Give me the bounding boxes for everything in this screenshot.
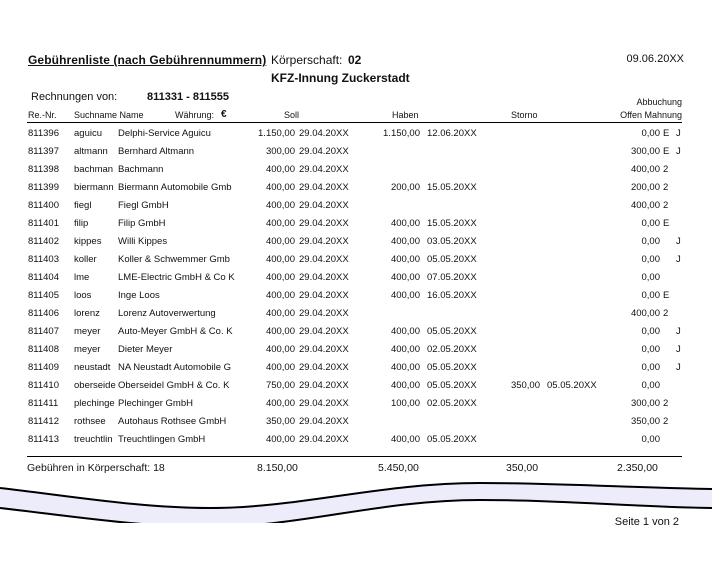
cell-soll: 400,00 xyxy=(265,362,295,373)
cell-re-nr: 811402 xyxy=(28,236,59,247)
cell-soll-date: 29.04.20XX xyxy=(299,326,349,337)
table-row xyxy=(0,434,712,452)
cell-soll: 750,00 xyxy=(265,380,295,391)
cell-suchname: loos xyxy=(74,290,92,301)
cell-re-nr: 811413 xyxy=(28,434,59,445)
cell-haben-date: 05.05.20XX xyxy=(427,380,477,391)
cell-haben: 400,00 xyxy=(390,236,420,247)
cell-name: Lorenz Autoverwertung xyxy=(118,308,216,319)
col-header-soll: Soll xyxy=(284,110,300,120)
table-row xyxy=(0,128,712,146)
cell-haben: 400,00 xyxy=(390,272,420,283)
cell-mahnung: 2 xyxy=(663,398,669,409)
cell-name: LME-Electric GmbH & Co K xyxy=(118,272,235,283)
cell-name: Treuchtlingen GmbH xyxy=(118,434,206,445)
cell-soll-date: 29.04.20XX xyxy=(299,182,349,193)
col-header-haben: Haben xyxy=(392,110,419,120)
table-row xyxy=(0,398,712,416)
cell-offen: 0,00 xyxy=(641,254,660,265)
cell-soll-date: 29.04.20XX xyxy=(299,146,349,157)
cell-offen: 300,00 xyxy=(630,398,660,409)
cell-name: NA Neustadt Automobile G xyxy=(118,362,232,373)
cell-haben: 200,00 xyxy=(390,182,420,193)
cell-re-nr: 811405 xyxy=(28,290,59,301)
cell-suchname: kippes xyxy=(74,236,102,247)
cell-re-nr: 811407 xyxy=(28,326,59,337)
cell-name: Delphi-Service Aguicu xyxy=(118,128,211,139)
col-header-waehrung: Währung: xyxy=(175,110,215,120)
table-row xyxy=(0,290,712,308)
cell-offen: 0,00 xyxy=(641,218,660,229)
footer-divider xyxy=(27,456,682,457)
cell-offen: 0,00 xyxy=(641,380,660,391)
cell-haben: 400,00 xyxy=(390,380,420,391)
cell-name: Koller & Schwemmer Gmb xyxy=(118,254,230,265)
cell-offen: 400,00 xyxy=(630,164,660,175)
cell-offen: 0,00 xyxy=(641,344,660,355)
cell-soll: 400,00 xyxy=(265,434,295,445)
report-date: 09.06.20XX xyxy=(626,53,684,65)
table-row xyxy=(0,380,712,398)
cell-abbuchung: J xyxy=(676,326,681,337)
cell-re-nr: 811406 xyxy=(28,308,59,319)
cell-soll: 400,00 xyxy=(265,200,295,211)
cell-haben-date: 05.05.20XX xyxy=(427,434,477,445)
cell-re-nr: 811399 xyxy=(28,182,59,193)
cell-soll-date: 29.04.20XX xyxy=(299,380,349,391)
cell-offen: 0,00 xyxy=(641,326,660,337)
cell-name: Fiegl GmbH xyxy=(118,200,169,211)
cell-re-nr: 811409 xyxy=(28,362,59,373)
cell-haben: 400,00 xyxy=(390,326,420,337)
cell-re-nr: 811400 xyxy=(28,200,59,211)
cell-offen: 0,00 xyxy=(641,236,660,247)
cell-soll: 400,00 xyxy=(265,254,295,265)
cell-soll-date: 29.04.20XX xyxy=(299,200,349,211)
table-row xyxy=(0,272,712,290)
cell-soll-date: 29.04.20XX xyxy=(299,254,349,265)
cell-haben: 1.150,00 xyxy=(383,128,420,139)
cell-suchname: rothsee xyxy=(74,416,106,427)
cell-abbuchung: J xyxy=(676,344,681,355)
cell-haben-date: 05.05.20XX xyxy=(427,254,477,265)
cell-abbuchung: J xyxy=(676,236,681,247)
table-row xyxy=(0,218,712,236)
cell-soll: 400,00 xyxy=(265,218,295,229)
cell-mahnung: E xyxy=(663,128,670,139)
cell-name: Oberseidel GmbH & Co. K xyxy=(118,380,230,391)
cell-haben-date: 02.05.20XX xyxy=(427,398,477,409)
cell-haben: 400,00 xyxy=(390,344,420,355)
cell-soll-date: 29.04.20XX xyxy=(299,128,349,139)
cell-abbuchung: J xyxy=(676,146,681,157)
cell-suchname: aguicu xyxy=(74,128,102,139)
footer-label: Gebühren in Körperschaft: 18 xyxy=(27,462,165,474)
table-row xyxy=(0,146,712,164)
cell-suchname: treuchtlin xyxy=(74,434,113,445)
cell-haben-date: 05.05.20XX xyxy=(427,362,477,373)
cell-soll: 400,00 xyxy=(265,326,295,337)
cell-re-nr: 811408 xyxy=(28,344,59,355)
cell-mahnung: E xyxy=(663,290,670,301)
table-row xyxy=(0,344,712,362)
cell-suchname: filip xyxy=(74,218,89,229)
footer-offen-total: 2.350,00 xyxy=(617,462,658,474)
page-break-wave xyxy=(0,478,712,523)
table-row xyxy=(0,362,712,380)
cell-offen: 350,00 xyxy=(630,416,660,427)
cell-abbuchung: J xyxy=(676,254,681,265)
cell-soll: 400,00 xyxy=(265,164,295,175)
cell-re-nr: 811410 xyxy=(28,380,59,391)
cell-haben-date: 15.05.20XX xyxy=(427,182,477,193)
cell-offen: 200,00 xyxy=(630,182,660,193)
cell-suchname: meyer xyxy=(74,344,101,355)
cell-haben-date: 02.05.20XX xyxy=(427,344,477,355)
cell-soll: 400,00 xyxy=(265,398,295,409)
cell-suchname: bachman xyxy=(74,164,114,175)
cell-offen: 0,00 xyxy=(641,434,660,445)
cell-soll-date: 29.04.20XX xyxy=(299,398,349,409)
cell-abbuchung: J xyxy=(676,128,681,139)
cell-suchname: koller xyxy=(74,254,97,265)
cell-suchname: lme xyxy=(74,272,90,283)
cell-soll-date: 29.04.20XX xyxy=(299,290,349,301)
cell-name: Bernhard Altmann xyxy=(118,146,195,157)
cell-mahnung: 2 xyxy=(663,200,669,211)
cell-abbuchung: J xyxy=(676,362,681,373)
cell-mahnung: 2 xyxy=(663,416,669,427)
cell-name: Dieter Meyer xyxy=(118,344,173,355)
cell-offen: 400,00 xyxy=(630,308,660,319)
cell-mahnung: E xyxy=(663,218,670,229)
cell-mahnung: E xyxy=(663,146,670,157)
cell-soll: 400,00 xyxy=(265,308,295,319)
cell-name: Willi Kippes xyxy=(118,236,168,247)
col-header-re-nr: Re.-Nr. xyxy=(28,110,57,120)
cell-haben-date: 15.05.20XX xyxy=(427,218,477,229)
table-row xyxy=(0,326,712,344)
cell-name: Auto-Meyer GmbH & Co. K xyxy=(118,326,233,337)
header-divider xyxy=(27,122,682,123)
table-row xyxy=(0,308,712,326)
rechnungen-range: 811331 - 811555 xyxy=(147,91,229,103)
cell-haben: 100,00 xyxy=(390,398,420,409)
currency-symbol: € xyxy=(221,109,227,120)
col-header-suchname-name: Suchname Name xyxy=(74,110,144,120)
cell-haben-date: 03.05.20XX xyxy=(427,236,477,247)
cell-suchname: neustadt xyxy=(74,362,111,373)
koerperschaft-number: 02 xyxy=(348,53,362,67)
table-row xyxy=(0,416,712,434)
cell-offen: 300,00 xyxy=(630,146,660,157)
col-header-offen-mahnung: Offen Mahnung xyxy=(620,110,682,120)
cell-re-nr: 811403 xyxy=(28,254,59,265)
cell-haben: 400,00 xyxy=(390,434,420,445)
cell-re-nr: 811404 xyxy=(28,272,59,283)
cell-suchname: plechinge xyxy=(74,398,115,409)
rechnungen-label: Rechnungen von: xyxy=(31,91,118,103)
cell-soll-date: 29.04.20XX xyxy=(299,344,349,355)
cell-suchname: biermann xyxy=(74,182,114,193)
cell-haben-date: 05.05.20XX xyxy=(427,326,477,337)
table-row xyxy=(0,236,712,254)
table-row xyxy=(0,254,712,272)
col-header-storno: Storno xyxy=(511,110,538,120)
cell-haben: 400,00 xyxy=(390,290,420,301)
cell-name: Filip GmbH xyxy=(118,218,166,229)
cell-soll: 300,00 xyxy=(265,146,295,157)
cell-name: Autohaus Rothsee GmbH xyxy=(118,416,227,427)
cell-re-nr: 811411 xyxy=(28,398,59,409)
footer-haben-total: 5.450,00 xyxy=(378,462,419,474)
cell-mahnung: 2 xyxy=(663,182,669,193)
cell-soll: 1.150,00 xyxy=(258,128,295,139)
cell-offen: 400,00 xyxy=(630,200,660,211)
cell-haben: 400,00 xyxy=(390,218,420,229)
cell-suchname: meyer xyxy=(74,326,101,337)
cell-offen: 0,00 xyxy=(641,290,660,301)
page-indicator: Seite 1 von 2 xyxy=(614,516,679,528)
cell-haben-date: 16.05.20XX xyxy=(427,290,477,301)
cell-soll: 400,00 xyxy=(265,344,295,355)
cell-suchname: fiegl xyxy=(74,200,92,211)
koerperschaft-label: Körperschaft: xyxy=(271,53,343,67)
cell-storno-date: 05.05.20XX xyxy=(547,380,597,391)
cell-haben: 400,00 xyxy=(390,362,420,373)
cell-mahnung: 2 xyxy=(663,308,669,319)
cell-soll: 400,00 xyxy=(265,236,295,247)
cell-offen: 0,00 xyxy=(641,272,660,283)
cell-haben-date: 12.06.20XX xyxy=(427,128,477,139)
cell-suchname: altmann xyxy=(74,146,108,157)
cell-haben-date: 07.05.20XX xyxy=(427,272,477,283)
cell-offen: 0,00 xyxy=(641,128,660,139)
cell-soll: 350,00 xyxy=(265,416,295,427)
cell-soll-date: 29.04.20XX xyxy=(299,434,349,445)
cell-soll-date: 29.04.20XX xyxy=(299,416,349,427)
cell-re-nr: 811401 xyxy=(28,218,59,229)
table-row xyxy=(0,164,712,182)
cell-storno: 350,00 xyxy=(510,380,540,391)
cell-soll: 400,00 xyxy=(265,290,295,301)
cell-soll-date: 29.04.20XX xyxy=(299,236,349,247)
col-header-abbuchung: Abbuchung xyxy=(636,97,682,107)
cell-re-nr: 811397 xyxy=(28,146,59,157)
organization-name: KFZ-Innung Zuckerstadt xyxy=(271,71,410,85)
cell-soll-date: 29.04.20XX xyxy=(299,308,349,319)
cell-suchname: lorenz xyxy=(74,308,100,319)
cell-re-nr: 811412 xyxy=(28,416,59,427)
cell-re-nr: 811396 xyxy=(28,128,59,139)
footer-soll-total: 8.150,00 xyxy=(257,462,298,474)
table-row xyxy=(0,200,712,218)
cell-soll-date: 29.04.20XX xyxy=(299,218,349,229)
table-row xyxy=(0,182,712,200)
cell-soll-date: 29.04.20XX xyxy=(299,164,349,175)
cell-soll: 400,00 xyxy=(265,272,295,283)
report-title: Gebührenliste (nach Gebührennummern) xyxy=(28,53,267,67)
cell-re-nr: 811398 xyxy=(28,164,59,175)
cell-haben: 400,00 xyxy=(390,254,420,265)
cell-name: Bachmann xyxy=(118,164,164,175)
cell-soll-date: 29.04.20XX xyxy=(299,272,349,283)
cell-offen: 0,00 xyxy=(641,362,660,373)
cell-name: Inge Loos xyxy=(118,290,160,301)
cell-name: Biermann Automobile Gmb xyxy=(118,182,232,193)
cell-soll-date: 29.04.20XX xyxy=(299,362,349,373)
footer-storno-total: 350,00 xyxy=(506,462,539,474)
cell-soll: 400,00 xyxy=(265,182,295,193)
cell-name: Plechinger GmbH xyxy=(118,398,193,409)
cell-suchname: oberseide xyxy=(74,380,116,391)
cell-mahnung: 2 xyxy=(663,164,669,175)
